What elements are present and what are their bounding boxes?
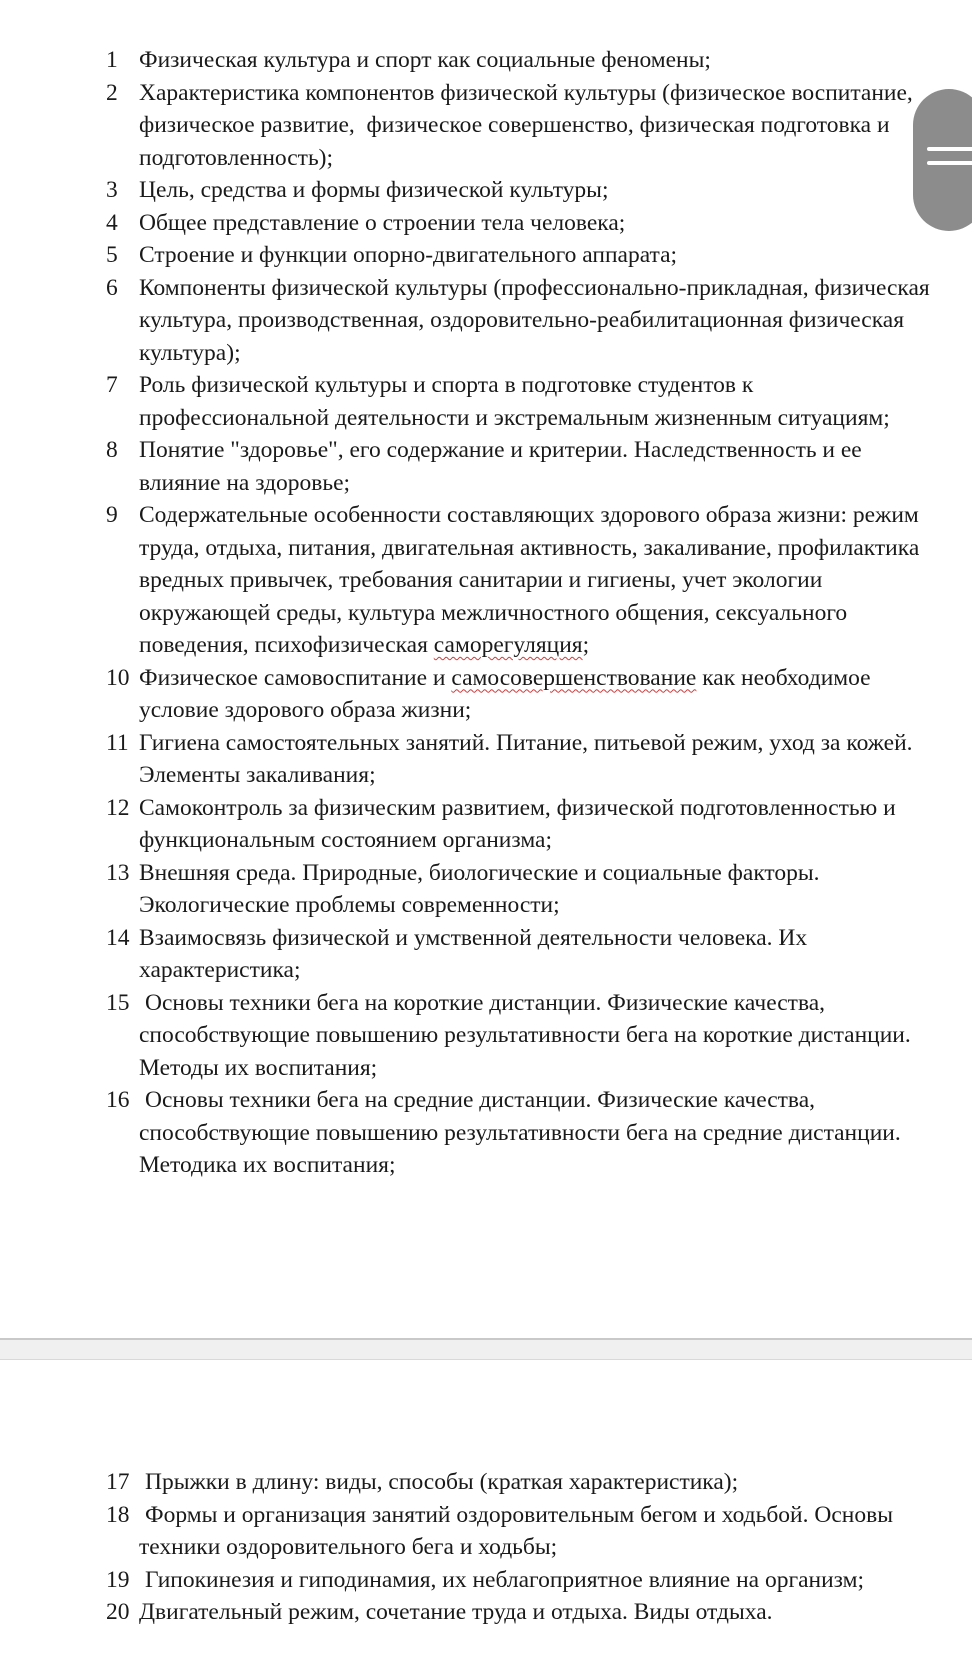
item-text [139, 662, 936, 727]
list-item [106, 1596, 936, 1629]
list-item [106, 174, 936, 207]
item-number: 17 [106, 1469, 130, 1495]
list-item [106, 662, 936, 727]
page-break [0, 1338, 972, 1360]
item-number: 1 [106, 47, 118, 73]
list-item [106, 239, 936, 272]
list-item [106, 272, 936, 370]
item-text: Понятие "здоровье", его содержание и критерии. Наследственность и ее влияние на здоровье; [139, 437, 862, 496]
spellcheck-word[interactable]: самосовершенствование [451, 664, 697, 691]
item-text: Внешняя среда. Природные, биологические и социальные факторы. Экологические проблемы современности; [139, 859, 820, 918]
item-number: 15 [106, 989, 130, 1016]
scroll-handle[interactable] [913, 89, 972, 231]
item-number: 11 [106, 729, 129, 756]
item-number: 12 [106, 794, 130, 821]
item-number: 5 [106, 242, 118, 268]
item-text: Гигиена самостоятельных занятий. Питание, питьевой режим, уход за кожей. Элементы закаливания; [139, 729, 913, 788]
list-item [106, 44, 936, 77]
item-number: 20 [106, 1599, 130, 1625]
list-item [106, 1084, 936, 1182]
item-text-part: ; [582, 632, 590, 658]
item-text: Взаимосвязь физической и умственной деятельности человека. Их характеристика; [139, 924, 808, 983]
item-number: 14 [106, 924, 130, 951]
item-number: 13 [106, 859, 130, 886]
item-text: Основы техники бега на средние дистанции. Физические качества, способствующие повышению результативности бега на средние дистанции. Методика их воспитания; [139, 1087, 901, 1178]
item-number: 4 [106, 209, 118, 236]
item-text-part: Содержательные особенности составляющих здорового образа жизни: режим труда, отдыха, питания, двигательная активность, закаливание, профилактика вредных привычек, требования санитарии и гигиены, учет экологии окружающей среды, культура межличностного общения, сексуального поведения, психофизическая [139, 502, 920, 658]
item-text: Физическая культура и спорт как социальные феномены; [139, 47, 711, 73]
item-text: Роль физической культуры и спорта в подготовке студентов к профессиональной деятельности и экстремальным жизненным ситуациям; [139, 372, 890, 431]
list-item [106, 857, 936, 922]
list-item [106, 987, 936, 1085]
item-number: 2 [106, 79, 118, 106]
list-item [106, 792, 936, 857]
item-number: 6 [106, 274, 118, 301]
list-item [106, 1466, 936, 1499]
list-item [106, 434, 936, 499]
item-number: 8 [106, 437, 118, 463]
item-text-part: Физическое самовоспитание и [139, 664, 452, 691]
item-number: 18 [106, 1501, 130, 1528]
item-number: 9 [106, 502, 118, 528]
item-text: Компоненты физической культуры (профессионально-прикладная, физическая культура, производственная, оздоровительно-реабилитационная физическая культура); [139, 274, 930, 366]
list-item [106, 922, 936, 987]
list-item [106, 1564, 936, 1597]
item-text: Самоконтроль за физическим развитием, физической подготовленностью и функциональным состоянием организма; [139, 794, 896, 853]
drag-handle-icon [927, 147, 972, 151]
spellcheck-word[interactable]: саморегуляция [433, 632, 583, 658]
list-item [106, 369, 936, 434]
question-list-page-1 [106, 44, 936, 1182]
item-text: Строение и функции опорно-двигательного аппарата; [139, 242, 678, 268]
item-text: Прыжки в длину: виды, способы (краткая характеристика); [145, 1469, 739, 1495]
item-text: Гипокинезия и гиподинамия, их неблагоприятное влияние на организм; [145, 1566, 865, 1593]
list-item [106, 77, 936, 175]
list-item [106, 1499, 936, 1564]
item-number: 10 [106, 664, 130, 691]
list-item [106, 727, 936, 792]
item-text: Формы и организация занятий оздоровительным бегом и ходьбой. Основы техники оздоровительного бега и ходьбы; [139, 1501, 893, 1560]
item-number: 3 [106, 177, 118, 203]
item-text-part: как необходимое условие здорового образа жизни; [139, 664, 871, 723]
item-text: Основы техники бега на короткие дистанции. Физические качества, способствующие повышению результативности бега на короткие дистанции. Методы их воспитания; [139, 989, 911, 1081]
drag-handle-icon [927, 161, 972, 165]
item-text: Двигательный режим, сочетание труда и отдыха. Виды отдыха. [139, 1599, 773, 1625]
item-text: Общее представление о строении тела человека; [139, 209, 626, 236]
item-number: 7 [106, 372, 118, 398]
list-item [106, 499, 936, 662]
list-item [106, 207, 936, 240]
question-list-page-2 [106, 1466, 936, 1629]
item-number: 19 [106, 1566, 130, 1593]
item-text: Характеристика компонентов физической культуры (физическое воспитание, физическое развитие, физическое совершенство, физическая подготовка и подготовленность); [139, 79, 919, 171]
item-number: 16 [106, 1087, 130, 1113]
item-text: Цель, средства и формы физической культуры; [139, 177, 609, 203]
item-text [139, 499, 936, 662]
